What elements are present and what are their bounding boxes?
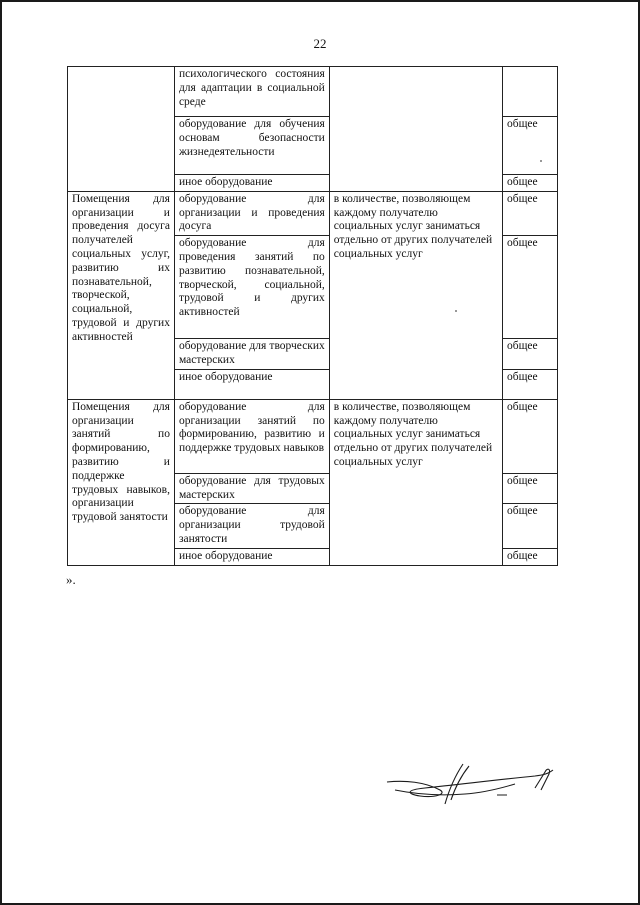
equipment-cell: оборудование для творческих мастерских [174, 339, 329, 370]
quantity-cell [329, 67, 502, 192]
equipment-cell: оборудование для проведения занятий по развитию познавательной, творческой, социальной, трудовой и других активностей [174, 236, 329, 339]
usage-cell [502, 67, 557, 117]
room-cell: Помещения для организации и проведения досуга получателей социальных услуг, развитию их познавательной, творческой, социальной, трудовой и других активностей [68, 191, 175, 399]
usage-cell: общее [502, 236, 557, 339]
usage-cell: общее [502, 504, 557, 548]
closing-quote: ». [66, 572, 76, 587]
equipment-table [67, 66, 558, 566]
page-number: 22 [313, 36, 327, 51]
table-row [68, 399, 558, 473]
table-row [68, 191, 558, 235]
usage-cell: общее [502, 548, 557, 565]
usage-cell: общее [502, 399, 557, 473]
equipment-cell: оборудование для обучения основам безопасности жизнедеятельности [174, 117, 329, 175]
usage-cell: общее [502, 369, 557, 399]
usage-cell: общее [502, 117, 557, 175]
usage-cell: общее [502, 175, 557, 192]
handwritten-signature [385, 760, 560, 810]
usage-cell: общее [502, 473, 557, 504]
room-cell [68, 67, 175, 192]
scan-speck [540, 160, 542, 162]
table-row [68, 67, 558, 117]
usage-cell: общее [502, 339, 557, 370]
equipment-cell: оборудование для организации и проведения досуга [174, 191, 329, 235]
equipment-cell: психологического состояния для адаптации в социальной среде [174, 67, 329, 117]
equipment-cell: оборудование для организации трудовой занятости [174, 504, 329, 548]
equipment-cell: оборудование для трудовых мастерских [174, 473, 329, 504]
equipment-cell: иное оборудование [174, 175, 329, 192]
scan-speck [455, 310, 457, 312]
quantity-cell: в количестве, позволяющем каждому получателю социальных услуг заниматься отдельно от других получателей социальных услуг [329, 191, 502, 399]
equipment-cell: иное оборудование [174, 548, 329, 565]
usage-cell: общее [502, 191, 557, 235]
equipment-cell: иное оборудование [174, 369, 329, 399]
quantity-cell: в количестве, позволяющем каждому получателю социальных услуг заниматься отдельно от других получателей социальных услуг [329, 399, 502, 565]
room-cell: Помещения для организации занятий по формированию, развитию и поддержке трудовых навыков, организации трудовой занятости [68, 399, 175, 565]
equipment-cell: оборудование для организации занятий по формированию, развитию и поддержке трудовых навыков [174, 399, 329, 473]
